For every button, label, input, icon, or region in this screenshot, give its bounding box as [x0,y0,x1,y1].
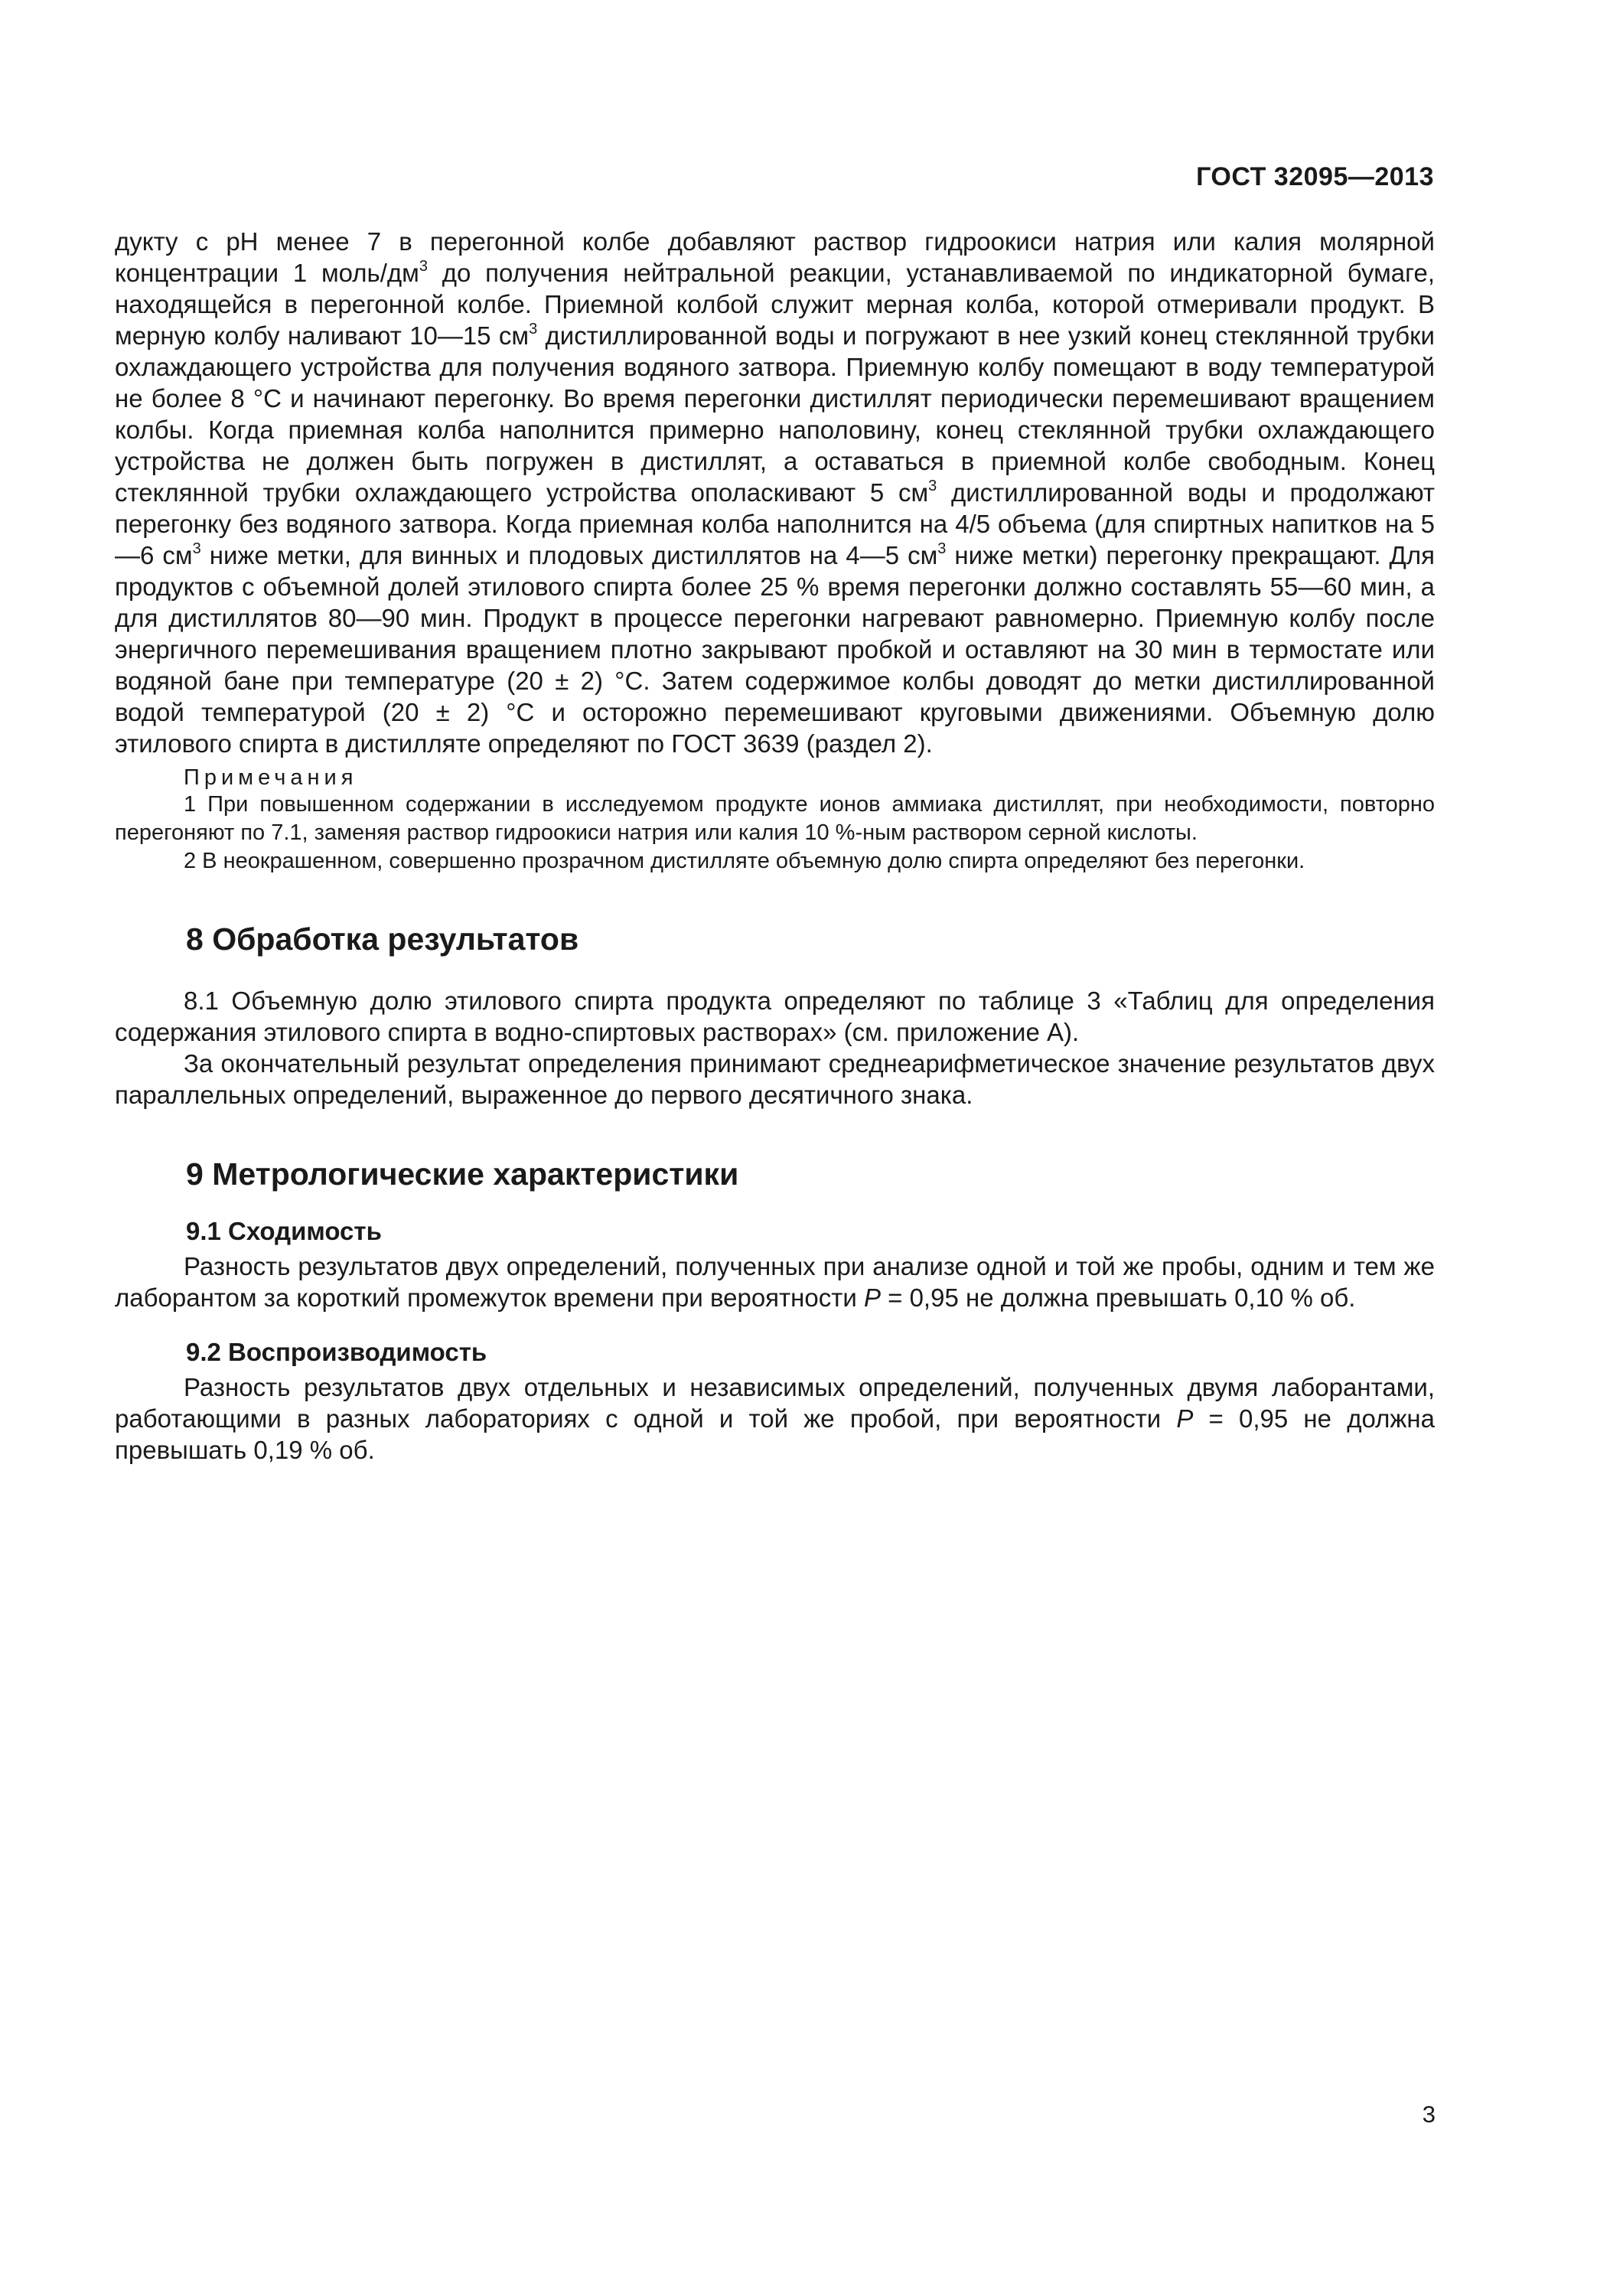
section-9-1-paragraph: Разность результатов двух определений, полученных при анализе одной и той же пробы, одним и тем же лаборантом за короткий промежуток времени при вероятности P = 0,95 не должна превышать 0,10 % об. [115,1252,1435,1312]
section-9-title: 9 Метрологические характеристики [186,1156,739,1192]
section-9-1-title: 9.1 Сходимость [186,1217,382,1245]
page-body [115,149,1435,1466]
page-number: 3 [1422,2101,1436,2128]
section-8-paragraph: 8.1 Объемную долю этилового спирта продукта определяют по таблице 3 «Таблиц для определения содержания этилового спирта в водно-спиртовых растворах» (см. приложение А). [115,987,1435,1046]
note-item: 1 При повышенном содержании в исследуемом продукте ионов аммиака дистиллят, при необходимости, повторно перегоняют по 7.1, заменяя раствор гидроокиси натрия или калия 10 %-ным раствором серной кислоты. [115,792,1435,845]
notes-heading: Примечания [184,765,358,790]
section-9-2-title: 9.2 Воспроизводимость [186,1338,487,1366]
document-code-header: ГОСТ 32095—2013 [1196,162,1434,191]
section-8-title: 8 Обработка результатов [186,921,579,957]
continuation-paragraph: дукту с pH менее 7 в перегонной колбе добавляют раствор гидроокиси натрия или калия молярной концентрации 1 моль/$дм^3$ до получения нейтральной реакции, устанавливаемой по индикаторной бумаге, находящейся в перегонной колбе. Приемной колбой служит мерная колба, которой отмеривали продукт. В мерную колбу наливают 10—15 $см^3$ дистиллированной воды и погружают в нее узкий конец стеклянной трубки охлаждающего устройства для получения водяного затвора. Приемную колбу помещают в воду температурой не более 8 °C и начинают перегонку. Во время перегонки дистиллят периодически перемешивают вращением колбы. Когда приемная колба наполнится примерно наполовину, конец стеклянной трубки охлаждающего устройства не должен быть погружен в дистиллят, а оставаться в приемной колбе свободным. Конец стеклянной трубки охлаждающего устройства ополаскивают 5 $см^3$ дистиллированной воды и продолжают перегонку без водяного затвора. Когда приемная колба наполнится на 4/5 объема (для спиртных напитков на 5—6 $см^3$ ниже метки, для винных и плодовых дистиллятов на 4—5 $см^3$ ниже метки) перегонку прекращают. Для продуктов с объемной долей этилового спирта более 25 % время перегонки должно составлять 55—60 мин, а для дистиллятов 80—90 мин. Продукт в процессе перегонки нагревают равномерно. Приемную колбу после энергичного перемешивания вращением плотно закрывают пробкой и оставляют на 30 мин в термостате или водяной бане при температуре (20 ± 2) °C. Затем содержимое колбы доводят до метки дистиллированной водой температурой (20 ± 2) °C и осторожно перемешивают круговыми движениями. Объемную долю этилового спирта в дистилляте определяют по ГОСТ 3639 (раздел 2). [115,227,1436,758]
note-item: 2 В неокрашенном, совершенно прозрачном дистилляте объемную долю спирта определяют без перегонки. [184,849,1305,873]
section-8-paragraph: За окончательный результат определения принимают среднеарифметическое значение результатов двух параллельных определений, выраженное до первого десятичного знака. [115,1049,1435,1109]
section-9-2-paragraph: Разность результатов двух отдельных и независимых определений, полученных двумя лаборантами, работающими в разных лабораториях с одной и той же пробой, при вероятности P = 0,95 не должна превышать 0,19 % об. [115,1373,1435,1464]
